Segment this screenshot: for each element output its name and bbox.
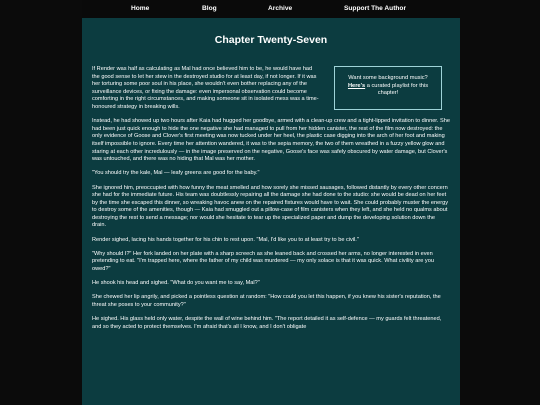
chapter-title: Chapter Twenty-Seven xyxy=(214,34,328,46)
callout-link-description: a curated playlist for this chapter! xyxy=(366,82,429,97)
chapter-paragraph: She ignored him, preoccupied with how funny the meat smelled and how sorely she missed sausages, followed distantly by every other concern she had for the immediate future. His team was doubtlessly repairing all the damage she had done to the studio: she would be dead on her feet by the time she escaped this dinner, so wreaking havoc anew on the repaired fixtures would have to wait. She could probably muster the energy to destroy some of the amenities, though — Kaia had smuggled out a pillow-case of film canisters when they left, and she held no qualms about destroying the rest to send a message; nor would she hesitate to tear up the specialized paper and dump the developing solution down the drain. xyxy=(92,184,449,229)
callout-intro-text: Want some background music? xyxy=(348,75,428,81)
chapter-text xyxy=(92,66,450,338)
playlist-link[interactable]: Here's xyxy=(347,82,366,89)
nav-link-home[interactable]: Home xyxy=(131,5,150,12)
nav-link-support-the-author[interactable]: Support The Author xyxy=(344,5,407,12)
chapter-paragraph: "Why should I?" Her fork landed on her plate with a sharp screech as she leaned back and crossed her arms, no longer interested in even pretending to eat. "I'm trapped here, where the father of my child was murdered — my only solace is that it was quick. What civility are you owed?" xyxy=(92,250,434,273)
chapter-page xyxy=(82,18,460,405)
chapter-paragraph: Instead, he had showed up two hours after Kaia had hugged her goodbye, armed with a clean-up crew and a tight-lipped invitation to dinner. She had been just quick enough to hide the one negative she had managed to pull from her hidden canister, the rest of the film now destroyed: the only evidence of Goose and Clover's first meeting was now tucked under her heel, the plastic case digging into the arch of her foot and making itself impossible to ignore. Every time her attention wandered, it was to the sepia memory, the two of them wreathed in a fuzzy yellow glow and staring at each other incredulously — in the image preserved on the negative, Goose's face was safely obscured by water damage, but Clover's was untouched, and there was no hiding that Mal was her mother. xyxy=(92,118,450,163)
nav-link-archive[interactable]: Archive xyxy=(268,5,293,12)
chapter-paragraph: "You should try the kale, Mal — leafy greens are good for the baby." xyxy=(92,170,260,177)
chapter-paragraph: Render sighed, lacing his hands together for his chin to rest upon. "Mal, I'd like you to at least try to be civil." xyxy=(92,236,359,243)
nav-link-blog[interactable]: Blog xyxy=(202,5,217,12)
chapter-paragraph: She chewed her lip angrily, and picked a pointless question at random: "How could you let this happen, if you knew his sister's reputation, the threat she poses to your community?" xyxy=(92,294,441,308)
chapter-paragraph: If Render was half as calculating as Mal had once believed him to be, he would have had the good sense to let her stew in the destroyed studio for at least day, if not longer. If it was her torturing some poor soul in his place, she wouldn't even bother replacing any of the surveillance devices, or fixing the damage: even impersonal observation could become comforting in the right circumstances, and making someone sit in isolated mess was a time-honoured strategy in breaking wills. xyxy=(92,66,319,110)
chapter-paragraph: He shook his head and sighed. "What do you want me to say, Mal?" xyxy=(92,280,260,287)
chapter-paragraph: He sighed. His glass held only water, despite the wall of wine behind him. "The report detailed it as self-defence — my guards felt threatened, and so they acted to protect themselves. I'm afraid that's all I know, and I don't obligate xyxy=(92,316,442,330)
top-navigation xyxy=(82,0,460,18)
